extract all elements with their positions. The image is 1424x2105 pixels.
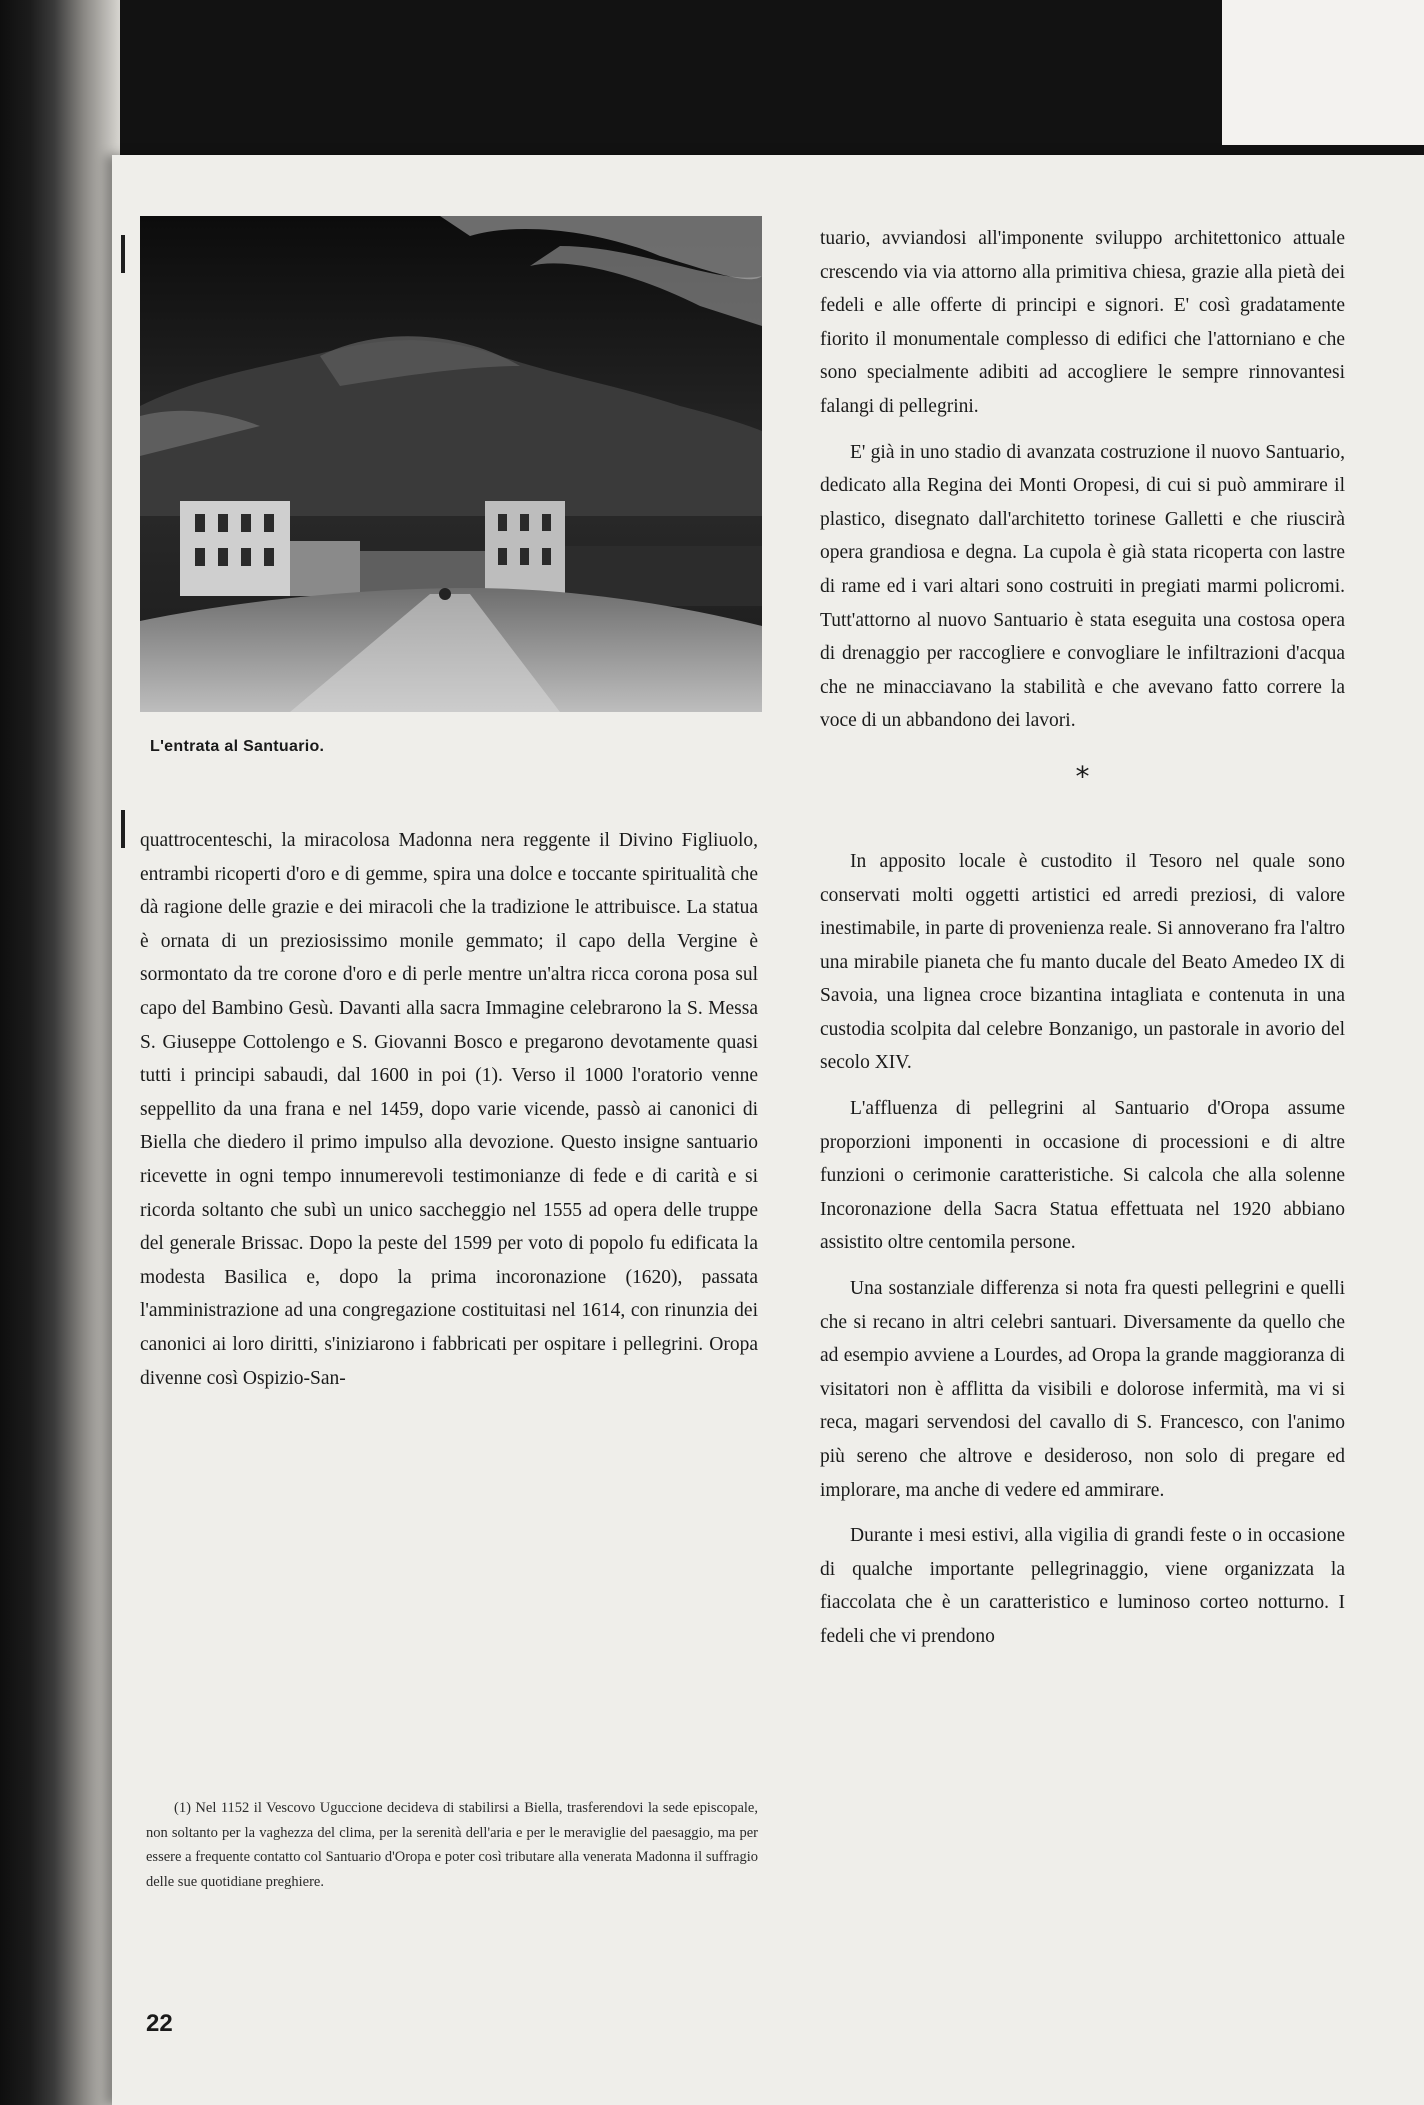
- right-column-text: [820, 222, 1345, 1666]
- paragraph-continuation: tuario, avviandosi all'imponente sviluppo architettonico attuale crescendo via via attorno alla primitiva chiesa, grazie alla pietà dei fedeli e alle offerte di principi e signori. E' così gradatamente fiorito il monumentale complesso di edifici che l'attorniano e che sono specialmente adibiti ad accogliere le sempre rinnovantesi falangi di pellegrini.: [820, 228, 1345, 417]
- paragraph-torchlight: Durante i mesi estivi, alla vigilia di grandi feste o in occasione di qualche importante pellegrinaggio, viene organizzata la fiaccolata che è un caratteristico e luminoso corteo notturno. I fedeli che vi prendono: [820, 1525, 1345, 1647]
- margin-mark: [121, 235, 125, 273]
- paragraph-new-sanctuary: E' già in uno stadio di avanzata costruzione il nuovo Santuario, dedicato alla Regina dei Monti Oropesi, di cui si può ammirare il plastico, disegnato dall'architetto torinese Galletti e che riuscirà opera grandiosa e degna. La cupola è già stata ricoperta con lastre di rame ed i vari altari sono costruiti in pregiati marmi policromi. Tutt'attorno al nuovo Santuario è stata eseguita una costosa opera di drenaggio per raccogliere e convogliare le infiltrazioni d'acqua che ne minacciavano la stabilità e che avevano fatto correre la voce di un abbandono dei lavori.: [820, 441, 1345, 732]
- photo-caption: L'entrata al Santuario.: [150, 738, 325, 755]
- paragraph-difference: Una sostanziale differenza si nota fra questi pellegrini e quelli che si recano in altri celebri santuari. Diversamente da quello che ad esempio avviene a Lourdes, ad Oropa la grande maggioranza di visitatori non è afflitta da visibili e dolorose infermità, ma vi si reca, magari servendosi del cavallo di S. Francesco, con l'animo più sereno che altrove e desideroso, non solo di pregare ed implorare, ma anche di vedere ed ammirare.: [820, 1278, 1345, 1501]
- scan-background-corner: [1222, 0, 1424, 145]
- scan-dark-border-top: [0, 0, 1424, 180]
- book-spine-edge: [0, 0, 120, 2105]
- photo-illustration: [140, 216, 762, 712]
- left-column-text: [140, 824, 758, 1395]
- paragraph-pilgrims: L'affluenza di pellegrini al Santuario d'Oropa assume proporzioni imponenti in occasione di processioni e di altre funzioni o cerimonie caratteristiche. Si calcola che alla solenne Incoronazione della Sacra Statua effettuata nel 1920 abbiano assistito oltre centomila persone.: [820, 1098, 1345, 1254]
- footnote: (1) Nel 1152 il Vescovo Uguccione decideva di stabilirsi a Biella, trasferendovi la sede episcopale, non soltanto per la vaghezza del clima, per la serenità dell'aria e per le meraviglie del paesaggio, ma per essere a frequente contatto col Santuario d'Oropa e poter così tributare alla venerata Madonna il suffragio delle sue quotidiane preghiere.: [146, 1800, 758, 1890]
- left-column-figure: [140, 216, 758, 756]
- section-separator: *: [1075, 759, 1090, 793]
- page-number: 22: [146, 2010, 173, 2037]
- left-body-paragraph: quattrocenteschi, la miracolosa Madonna nera reggente il Divino Figliuolo, entrambi ricoperti d'oro e di gemme, spira una dolce e toccante spiritualità che dà ragione delle grazie e dei miracoli che la tradizione le attribuisce. La statua è ornata di un preziosissimo monile gemmato; il capo della Vergine è sormontato da tre corone d'oro e di perle mentre un'altra ricca corona posa sul capo del Bambino Gesù. Davanti alla sacra Immagine celebrarono la S. Messa S. Giuseppe Cottolengo e S. Giovanni Bosco e pregarono devotamente quasi tutti i principi sabaudi, dal 1600 in poi (1). Verso il 1000 l'oratorio venne seppellito da una frana e nel 1459, dopo varie vicende, passò ai canonici di Biella che diedero il primo impulso alla devozione. Questo insigne santuario ricevette in ogni tempo innumerevoli testimonianze di fede e di carità e si ricorda soltanto che subì un unico saccheggio nel 1555 ad opera delle truppe del generale Brissac. Dopo la peste del 1599 per voto di popolo fu edificata la modesta Basilica e, dopo la prima incoronazione (1620), passata l'amministrazione ad una congregazione costituitasi nel 1614, con rinunzia dei canonici ai loro diritti, s'iniziarono i fabbricati per ospitare i pellegrini. Oropa divenne così Ospizio-San-: [140, 830, 758, 1389]
- margin-mark: [121, 810, 125, 848]
- paragraph-treasure: In apposito locale è custodito il Tesoro nel quale sono conservati molti oggetti artistici ed arredi preziosi, di valore inestimabile, in parte di provenienza reale. Si annoverano fra l'altro una mirabile pianeta che fu manto ducale del Beato Amedeo IX di Savoia, una lignea croce bizantina intagliata e contenuta in una custodia scolpita dal celebre Bonzanigo, un pastorale in avorio del secolo XIV.: [820, 850, 1345, 1074]
- sanctuary-entrance-photo: [140, 216, 762, 712]
